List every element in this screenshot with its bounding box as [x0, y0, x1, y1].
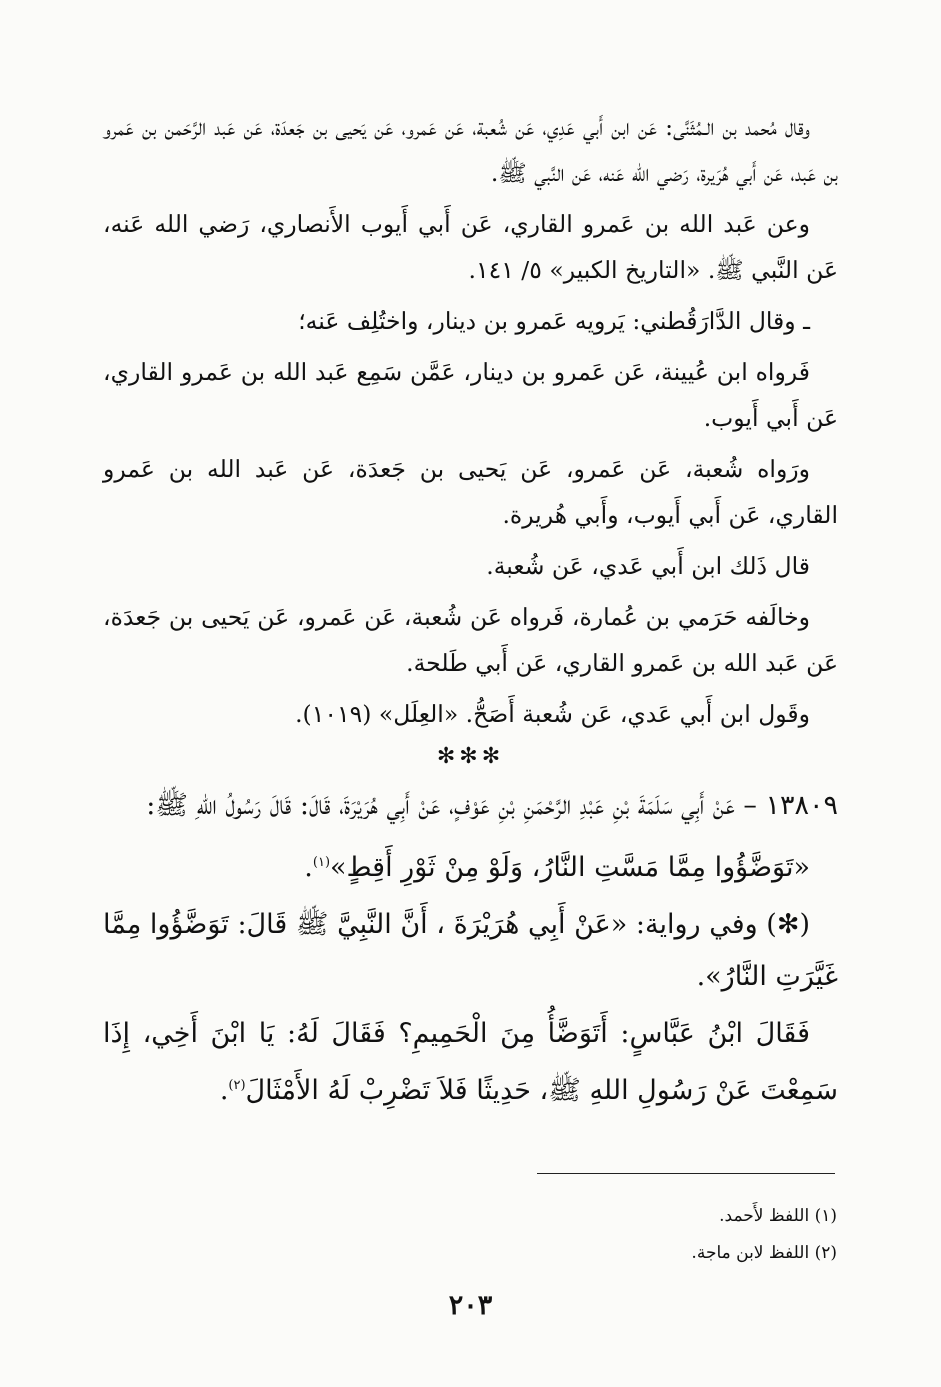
hadith-ibn-abbas: [103, 1008, 838, 1117]
footnote: (١) اللفظ لأَحمد.: [719, 1206, 837, 1226]
page-body: [103, 104, 838, 1122]
punctuation: .: [219, 1075, 229, 1106]
hadith-ibn-abbas-text: فَقَالَ ابْنُ عَبَّاسٍ: أَتَوَضَّأُ مِنَ الْحَمِيمِ؟ فَقَالَ لَهُ: يَا ابْنَ أَخِي، إِذَا سَمِعْتَ عَنْ رَسُولِ اللهِ ﷺ، حَدِيثًا فَلاَ تَضْرِبْ لَهُ الأَمْثَالَ: [103, 1018, 838, 1106]
paragraph: وقال مُحمد بن الـمُثَنَّى: عَن ابن أَبي عَدِي، عَن شُعبة، عَن عَمرو، عَن يَحيى بن جَعدَة، عَن عَبد الرَّحَمن بن عَمرو بن عَبد، عَن أَبي هُرَيرة، رَضي الله عَنه، عَن النَّبي ﷺ.: [103, 113, 838, 187]
page-number: ٢٠٣: [448, 1290, 493, 1321]
section-separator: ✻✻✻: [436, 744, 505, 769]
footnote-ref: (٢): [228, 1078, 246, 1093]
hadith-isnad: ١٣٨٠٩ – عَنْ أَبِي سَلَمَةَ بْنِ عَبْدِ الرَّحْمَنِ بْنِ عَوْفٍ، عَنْ أَبِي هُرَيْرَةَ، قَالَ: قَالَ رَسُولُ اللهِ ﷺ:: [146, 790, 838, 821]
paragraph: قال ذَلك ابن أَبي عَدي، عَن شُعبة.: [486, 552, 810, 580]
paragraph: فَرواه ابن عُيينة، عَن عَمرو بن دينار، عَمَّن سَمِع عَبد الله بن عَمرو القاري، عَن أَبي أَيوب.: [103, 358, 838, 432]
footnote-divider: [537, 1173, 835, 1174]
paragraph: وخالَفه حَرَمي بن عُمارة، فَرواه عَن شُعبة، عَن عَمرو، عَن يَحيى بن جَعدَة، عَن عَبد الله بن عَمرو القاري، عَن أَبي طَلحة.: [103, 603, 838, 677]
footnote: (٢) اللفظ لابن ماجة.: [691, 1243, 837, 1263]
footnote-ref: (١): [312, 855, 331, 870]
paragraph: ورَواه شُعبة، عَن عَمرو، عَن يَحيى بن جَعدَة، عَن عَبد الله بن عَمرو القاري، عَن أَبي أَيوب، وأَبي هُريرة.: [103, 455, 838, 529]
hadith-matn: [103, 837, 838, 894]
hadith-matn-text: «تَوَضَّؤُوا مِمَّا مَسَّتِ النَّارُ، وَلَوْ مِنْ ثَوْرِ أَقِطٍ»: [330, 852, 810, 883]
paragraph: وقَول ابن أَبي عَدي، عَن شُعبة أَصَحُّ. «العِلَل» (١٠١٩).: [295, 700, 810, 728]
footnotes: [437, 1198, 837, 1272]
punctuation: .: [304, 852, 313, 883]
paragraph: ـ وقال الدَّارَقُطني: يَرويه عَمرو بن دينار، واختُلِف عَنه؛: [298, 307, 810, 335]
paragraph: وعن عَبد الله بن عَمرو القاري، عَن أَبي أَيوب الأَنصاري، رَضي الله عَنه، عَن النَّبي ﷺ. «التاريخ الكبير» ٥/ ١٤١.: [103, 210, 838, 284]
hadith-riwaya: (✻) وفي رواية: «عَنْ أَبِي هُرَيْرَةَ ، أَنَّ النَّبِيَّ ﷺ قَالَ: تَوَضَّؤُوا مِمَّا غَيَّرَتِ النَّارُ».: [103, 909, 838, 992]
